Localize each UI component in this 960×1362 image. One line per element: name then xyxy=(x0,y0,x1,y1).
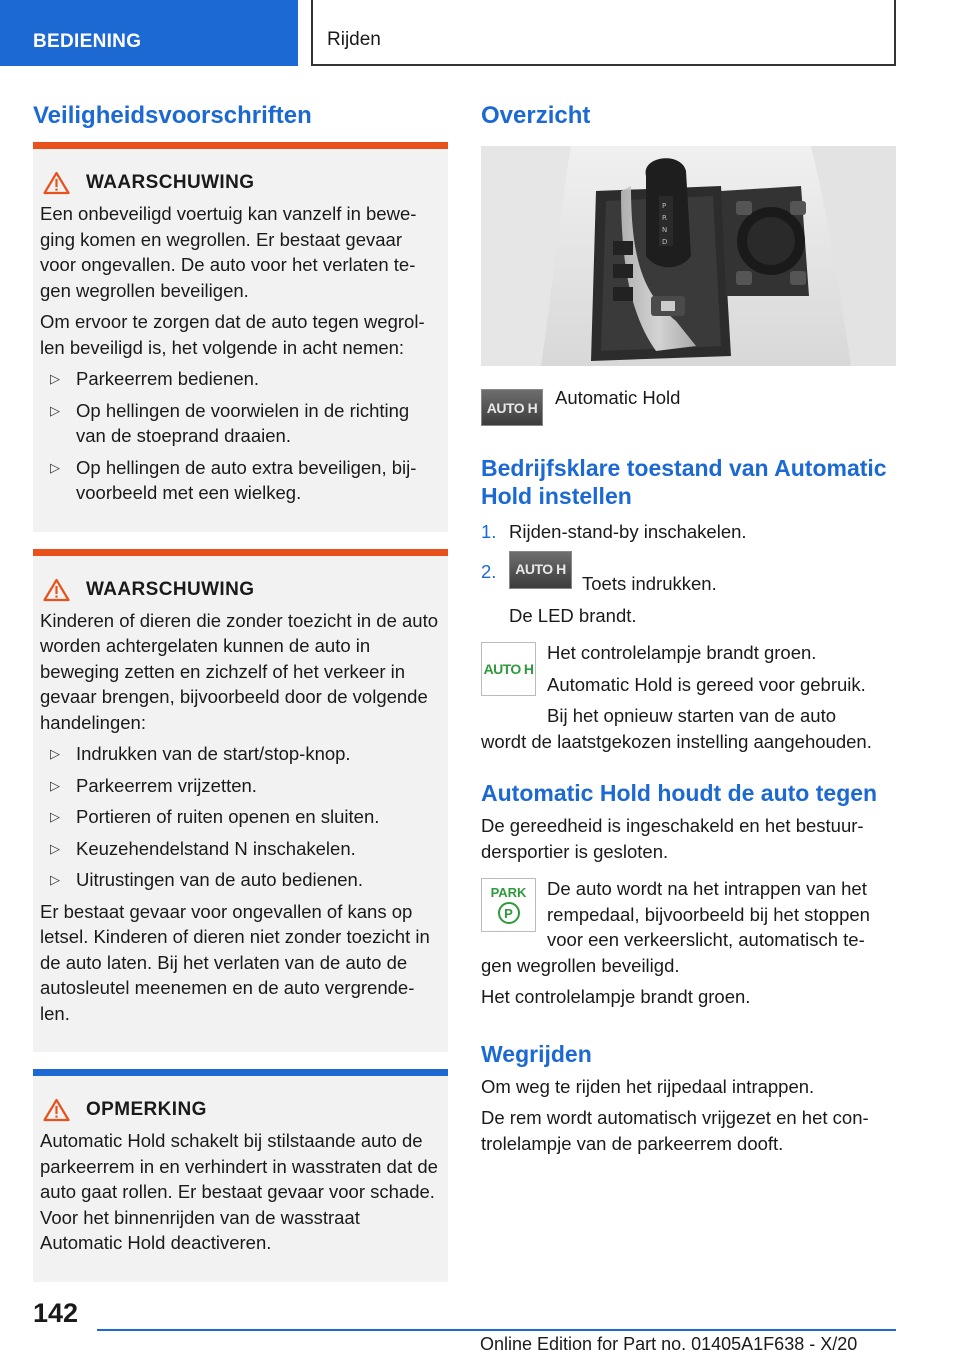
list-item: ▷ Indrukken van de start/stop-knop. xyxy=(40,741,440,767)
list-item: ▷ Op hellingen de voorwielen in de richting van de stoeprand draaien. xyxy=(50,399,410,446)
step-number: 2. xyxy=(481,560,497,582)
hold-text: De gereedheid is ingeschakeld en het bestuur-dersportier is gesloten. xyxy=(481,815,864,862)
warning-triangle-icon xyxy=(43,1098,70,1122)
bullet-triangle-icon: ▷ xyxy=(50,777,60,793)
park-text: gen wegrollen beveiligd. xyxy=(481,954,680,976)
svg-text:P: P xyxy=(662,202,667,210)
bullet-triangle-icon: ▷ xyxy=(50,459,60,475)
park-lamp-icon: PARK P xyxy=(481,878,536,932)
bullet-triangle-icon: ▷ xyxy=(50,402,60,418)
auto-h-lamp-icon: AUTO H xyxy=(481,642,536,696)
warning-title xyxy=(40,578,440,602)
icon-caption: Automatic Hold xyxy=(555,387,681,408)
bullet-triangle-icon: ▷ xyxy=(50,371,60,386)
section-heading-overview: Overzicht xyxy=(481,102,591,129)
step-item xyxy=(481,559,896,597)
lamp-block xyxy=(481,640,896,754)
lamp-text: Bij het opnieuw starten van de auto xyxy=(547,705,836,726)
bullet-triangle-icon: ▷ xyxy=(50,809,60,824)
warning-box-1 xyxy=(33,142,448,532)
warning-triangle-icon xyxy=(43,171,70,195)
lamp-text: Het controlelampje brandt groen. xyxy=(547,642,817,663)
page-number: 142 xyxy=(33,1298,79,1328)
park-text: De auto wordt na het intrappen van het rempedaal, bijvoorbeeld bij het stoppen voor een verkeerslicht, automatisch te- xyxy=(547,878,870,950)
drive-off-text: De rem wordt automatisch vrijgezet en het con-trolelampje van de parkeerrem dooft. xyxy=(481,1107,869,1154)
left-column xyxy=(33,100,448,1282)
warning-text: Om ervoor te zorgen dat de auto tegen wegrol-len beveiligd is, het volgende in acht nemen: xyxy=(40,311,425,358)
steps-list xyxy=(481,519,896,597)
warning-box-2 xyxy=(33,549,448,1053)
lamp-text: wordt de laatstgekozen instelling aangehouden. xyxy=(481,730,872,752)
icon-caption-row xyxy=(481,389,896,426)
warning-text: Kinderen of dieren die zonder toezicht in de auto worden achtergelaten kunnen de auto in beweging zetten en zichzelf of het verkeer in gevaar brengen, bijvoorbeeld door de volgende handelingen: xyxy=(40,609,439,733)
lamp-text: Automatic Hold is gereed voor gebruik. xyxy=(547,673,866,695)
list-item: ▷ Op hellingen de auto extra beveiligen, bij-voorbeeld met een wielkeg. xyxy=(50,456,417,503)
note-title xyxy=(40,1098,440,1122)
section-heading-hold: Automatic Hold houdt de auto tegen xyxy=(481,780,878,806)
warning-label: WAARSCHUWING xyxy=(86,578,255,600)
bullet-triangle-icon: ▷ xyxy=(50,840,60,856)
center-console-photo xyxy=(481,146,896,366)
auto-h-button-icon: AUTO H xyxy=(509,551,572,589)
right-column xyxy=(481,100,896,1162)
section-heading-safety: Veiligheidsvoorschriften xyxy=(33,102,312,129)
footer-divider xyxy=(97,1329,896,1331)
led-text: De LED brandt. xyxy=(509,604,637,626)
list-item: ▷ Parkeerrem bedienen. xyxy=(40,366,440,392)
warning-triangle-icon xyxy=(43,578,70,602)
warning-label: WAARSCHUWING xyxy=(86,172,255,193)
list-item: ▷ Keuzehendelstand N inschakelen. xyxy=(40,836,440,862)
section-heading-drive-off: Wegrijden xyxy=(481,1040,592,1067)
step-text: Toets indrukken. xyxy=(582,573,717,594)
auto-h-button-icon: AUTO H xyxy=(481,389,543,426)
chapter-title: Rijden xyxy=(311,0,896,66)
page-header xyxy=(0,0,960,66)
bullet-list xyxy=(40,741,440,893)
list-item: ▷ Parkeerrem vrijzetten. xyxy=(40,773,440,799)
note-box xyxy=(33,1069,448,1282)
hold-text: Het controlelampje brandt groen. xyxy=(481,986,751,1007)
section-tab: BEDIENING xyxy=(0,0,298,66)
warning-text: Er bestaat gevaar voor ongevallen of kans op letsel. Kinderen of dieren niet zonder toezicht in de auto laten. Bij het verlaten van de auto de autosleutel meenemen en de auto vergrende-len. xyxy=(40,900,430,1024)
step-number: 1. xyxy=(481,521,497,542)
center-console-illustration xyxy=(481,146,896,366)
park-block xyxy=(481,876,896,978)
note-label: OPMERKING xyxy=(86,1099,207,1120)
warning-text: Een onbeveiligd voertuig kan vanzelf in bewe-ging komen en wegrollen. Er bestaat gevaar voor ongevallen. De auto voor het verlaten te-gen wegrollen beveiligen. xyxy=(40,203,417,301)
step-item xyxy=(481,519,896,545)
bullet-list xyxy=(40,366,440,506)
bullet-triangle-icon: ▷ xyxy=(50,872,60,887)
svg-text:N: N xyxy=(662,226,668,234)
bullet-triangle-icon: ▷ xyxy=(50,746,60,761)
note-text: Automatic Hold schakelt bij stilstaande auto de parkeerrem in en verhindert in wasstraten dat de auto gaat rollen. Er bestaat gevaar voor schade. Voor het binnenrijden van de wasstraat Automatic Hold deactiveren. xyxy=(40,1130,438,1253)
edition-text: Online Edition for Part no. 01405A1F638 - X/20 xyxy=(480,1334,858,1354)
list-item: ▷ Uitrustingen van de auto bedienen. xyxy=(40,867,440,893)
list-item: ▷ Portieren of ruiten openen en sluiten. xyxy=(40,804,440,830)
step-text: Rijden-stand-by inschakelen. xyxy=(509,521,747,542)
svg-text:R: R xyxy=(662,214,667,222)
svg-text:D: D xyxy=(662,238,668,246)
section-heading-ready-state: Bedrijfsklare toestand van Automatic Hold instellen xyxy=(481,455,887,509)
drive-off-text: Om weg te rijden het rijpedaal intrappen. xyxy=(481,1075,815,1097)
warning-title xyxy=(40,171,440,195)
